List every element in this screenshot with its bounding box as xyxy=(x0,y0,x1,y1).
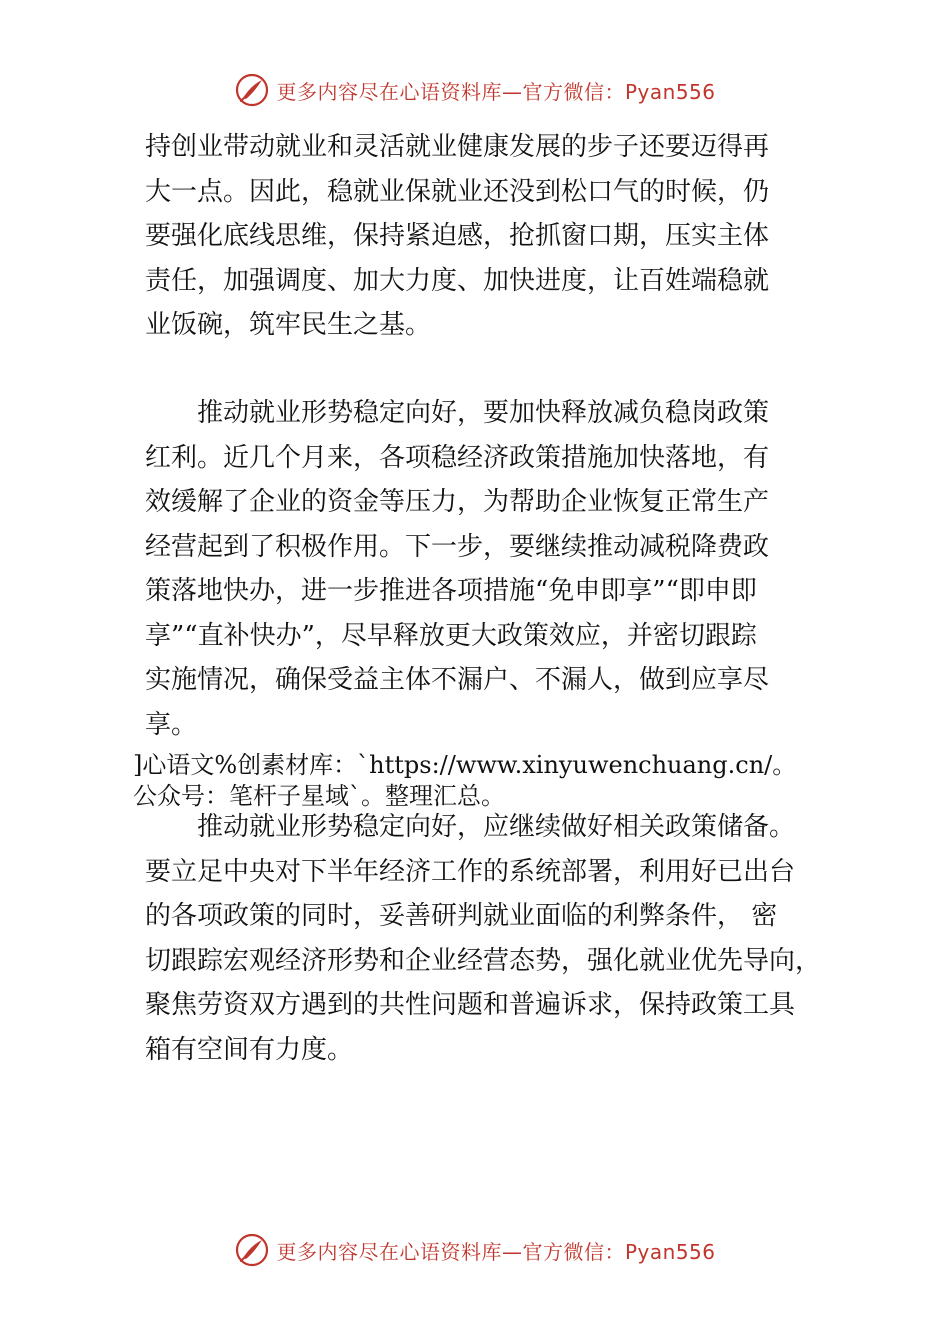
banner-label: 更多内容尽在心语资料库—官方微信： xyxy=(276,79,625,104)
source-note-line: 公众号：笔杆子星域`。整理汇总。 xyxy=(133,782,505,810)
paragraph-line: 业饭碗，筑牢民生之基。 xyxy=(145,310,432,340)
paragraph-line: 红利。近几个月来，各项稳经济政策措施加快落地，有 xyxy=(145,442,770,473)
paragraph-line: 要立足中央对下半年经济工作的系统部署，利用好已出台 xyxy=(145,856,796,887)
banner-wechat-id: Pyan556 xyxy=(624,79,716,104)
paragraph-line: 享。 xyxy=(145,709,198,740)
paragraph-line: 实施情况，确保受益主体不漏户、不漏人，做到应享尽 xyxy=(145,665,770,695)
paragraph-line: 推动就业形势稳定向好，要加快释放减负稳岗政策 xyxy=(145,398,770,428)
paragraph-line: 聚焦劳资双方遇到的共性问题和普遍诉求，保持政策工具 xyxy=(145,990,796,1020)
paragraph-line: 责任，加强调度、加大力度、加快进度，让百姓端稳就 xyxy=(145,265,770,296)
feather-quill-logo-icon xyxy=(234,1232,270,1268)
paragraph-line: 大一点。因此，稳就业保就业还没到松口气的时候，仍 xyxy=(145,176,770,207)
paragraph-line: 持创业带动就业和灵活就业健康发展的步子还要迈得再 xyxy=(145,132,770,162)
banner-text xyxy=(276,76,715,105)
source-note xyxy=(133,750,833,812)
paragraph-line: 的各项政策的同时，妥善研判就业面临的利弊条件， 密 xyxy=(145,901,778,931)
banner-label: 更多内容尽在心语资料库—官方微信： xyxy=(276,1239,625,1264)
source-note-line: ]心语文%创素材库：`https://www.xinyuwenchuang.cn/。 xyxy=(133,751,797,779)
paragraph-line: 要强化底线思维，保持紧迫感，抢抓窗口期，压实主体 xyxy=(145,221,770,251)
paragraph-line: 享”“直补快办”，尽早释放更大政策效应，并密切跟踪 xyxy=(145,620,757,651)
paragraph-line: 策落地快办，进一步推进各项措施“免申即享”“即申即 xyxy=(145,576,757,606)
footer-banner xyxy=(0,1232,950,1268)
paragraph-3 xyxy=(145,805,835,1072)
paragraph-line: 经营起到了积极作用。下一步，要继续推动减税降费政 xyxy=(145,531,770,562)
header-banner xyxy=(0,72,950,108)
paragraph-line: 效缓解了企业的资金等压力，为帮助企业恢复正常生产 xyxy=(145,487,770,517)
feather-quill-logo-icon xyxy=(234,72,270,108)
banner-text xyxy=(276,1236,715,1265)
paragraph-2 xyxy=(145,391,835,747)
paragraph-line: 箱有空间有力度。 xyxy=(145,1034,354,1065)
paragraph-1 xyxy=(145,125,835,348)
paragraph-line: 推动就业形势稳定向好，应继续做好相关政策储备。 xyxy=(145,812,796,842)
banner-wechat-id: Pyan556 xyxy=(624,1239,716,1264)
paragraph-line: 切跟踪宏观经济形势和企业经营态势，强化就业优先导向， xyxy=(145,945,822,976)
